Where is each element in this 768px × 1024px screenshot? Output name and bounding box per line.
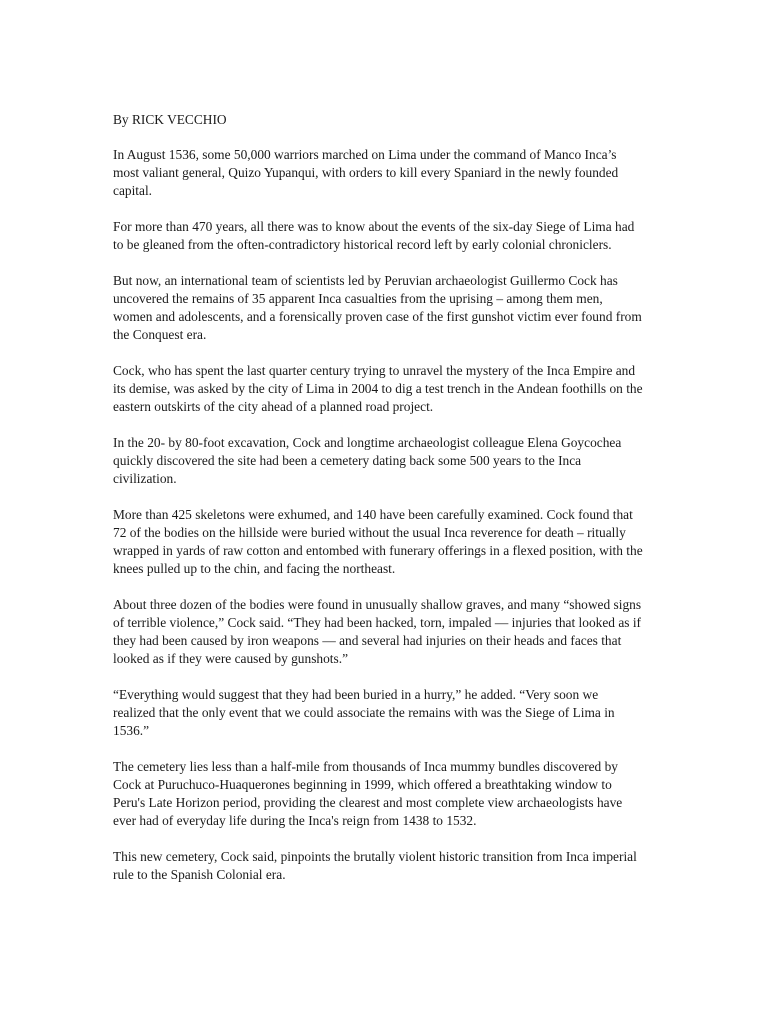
paragraph: The cemetery lies less than a half-mile from thousands of Inca mummy bundles discovered by Cock at Puruchuco-Huaquerones beginning in 1999, which offered a breathtaking window to Peru's Late Horizon period, providing the clearest and most complete view archaeologists have ever had of everyday life during the Inca's reign from 1438 to 1532. [113,759,623,828]
paragraph: “Everything would suggest that they had been buried in a hurry,” he added. “Very soon we realized that the only event that we could associate the remains with was the Siege of Lima in 1536.” [113,687,615,738]
paragraph: For more than 470 years, all there was to know about the events of the six-day Siege of Lima had to be gleaned from the often-contradictory historical record left by early colonial chroniclers. [113,219,635,252]
document-page [113,111,643,902]
paragraph: In the 20- by 80-foot excavation, Cock and longtime archaeologist colleague Elena Goycochea quickly discovered the site had been a cemetery dating back some 500 years to the Inca civilization. [113,435,622,486]
paragraph: Cock, who has spent the last quarter century trying to unravel the mystery of the Inca Empire and its demise, was asked by the city of Lima in 2004 to dig a test trench in the Andean foothills on the eastern outskirts of the city ahead of a planned road project. [113,363,643,414]
paragraph: More than 425 skeletons were exhumed, and 140 have been carefully examined. Cock found that 72 of the bodies on the hillside were buried without the usual Inca reverence for death – ritually wrapped in yards of raw cotton and entombed with funerary offerings in a flexed position, with the knees pulled up to the chin, and facing the northeast. [113,507,643,576]
paragraph: In August 1536, some 50,000 warriors marched on Lima under the command of Manco Inca’s most valiant general, Quizo Yupanqui, with orders to kill every Spaniard in the newly founded capital. [113,147,619,198]
paragraph: But now, an international team of scientists led by Peruvian archaeologist Guillermo Cock has uncovered the remains of 35 apparent Inca casualties from the uprising – among them men, women and adolescents, and a forensically proven case of the first gunshot victim ever found from the Conquest era. [113,273,642,342]
paragraph: About three dozen of the bodies were found in unusually shallow graves, and many “showed signs of terrible violence,” Cock said. “They had been hacked, torn, impaled — injuries that looked as if they had been caused by iron weapons — and several had injuries on their heads and faces that looked as if they were caused by gunshots.” [113,597,642,666]
paragraph: This new cemetery, Cock said, pinpoints the brutally violent historic transition from Inca imperial rule to the Spanish Colonial era. [113,849,637,882]
byline: By RICK VECCHIO [113,112,227,127]
